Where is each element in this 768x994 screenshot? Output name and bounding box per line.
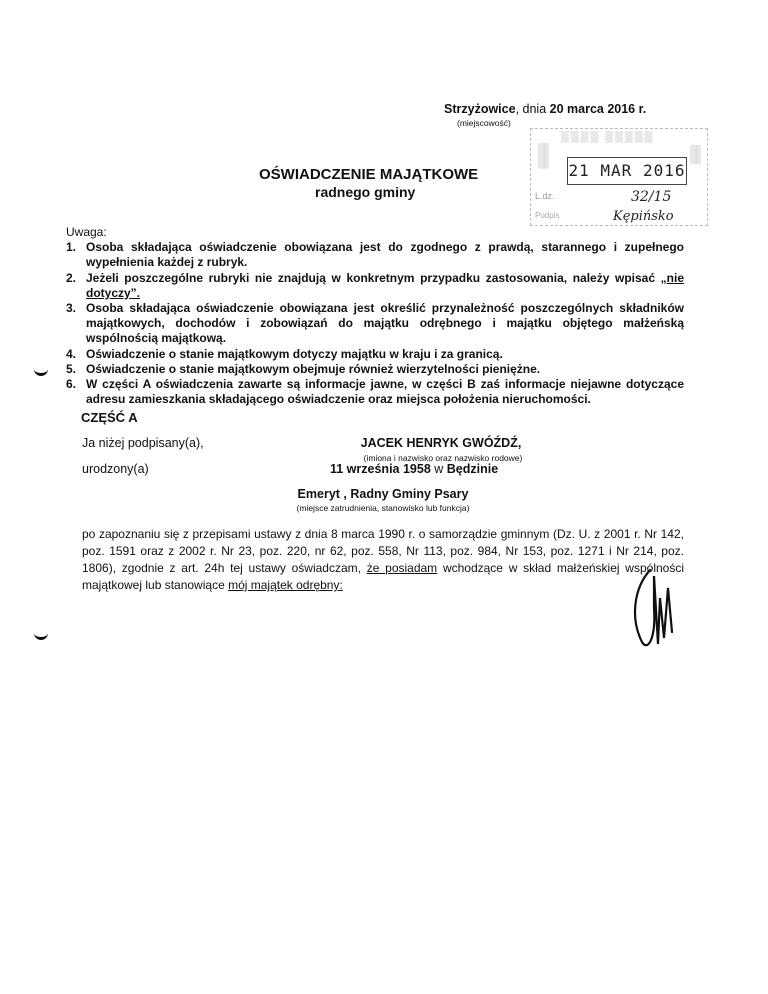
note-number: 3. (66, 301, 77, 316)
statement-text: po zapoznaniu się z przepisami ustawy z dnia 8 marca 1990 r. o samorządzie gminnym (Dz. U. z 2001 r. Nr 142, poz. 1591 oraz z 2002 r. Nr 23, poz. 220, nr 62, poz. 558, Nr 113, poz. 984, Nr 153, poz. 1271 i Nr 214, poz. 1806), zgodnie z art. 24h tej ustawy oświadczam, (82, 527, 684, 575)
note-number: 2. (66, 270, 77, 285)
document-date: 20 marca 2016 r. (549, 102, 647, 116)
stamp-number: 32/15 (631, 189, 672, 205)
registration-stamp (530, 128, 708, 226)
birth-date: 11 września 1958 (330, 462, 431, 476)
note-number: 6. (66, 377, 77, 392)
notes-list (66, 240, 684, 407)
place-caption: (miejscowość) (457, 118, 511, 128)
punch-mark-lower (34, 632, 48, 640)
name-caption: (imiona i nazwisko oraz nazwisko rodowe) (363, 453, 523, 463)
note-item (66, 377, 684, 407)
note-text: Osoba składająca oświadczenie obowiązana jest do zgodnego z prawdą, starannego i zupełnego wypełnienia każdej z rubryk. (86, 240, 684, 270)
stamp-date: 21 MAR 2016 (567, 157, 687, 185)
note-number: 1. (66, 240, 77, 255)
note-item (66, 301, 684, 347)
notes-section (66, 225, 684, 407)
place-name: Strzyżowice (444, 102, 516, 116)
note-underlined-text: „nie dotyczy”. (86, 270, 684, 300)
notes-heading: Uwaga: (66, 225, 107, 239)
birth-in: w (434, 462, 444, 476)
note-item (66, 240, 684, 270)
born-label: urodzony(a) (82, 462, 149, 476)
position-caption: (miejsce zatrudnienia, stanowisko lub funkcja) (296, 503, 470, 513)
stamp-header-text: ▒▒▒▒ ▒▒▒▒▒ (561, 131, 655, 143)
declarant-name: JACEK HENRYK GWÓŹDŹ, (360, 436, 522, 450)
note-text: Oświadczenie o stanie majątkowym dotyczy majątku w kraju i za granicą. (86, 346, 503, 361)
date-prefix: , dnia (515, 102, 547, 116)
signed-label: Ja niżej podpisany(a), (82, 436, 204, 450)
statement-underlined-2: mój majątek odrębny: (228, 578, 343, 592)
statement-underlined-1: że posiadam (366, 561, 438, 575)
stamp-dz-label: L.dz. (535, 191, 555, 201)
stamp-side-label-right: ▒▒▒ (691, 145, 701, 165)
document-subtitle: radnego gminy (315, 184, 416, 200)
document-title: OŚWIADCZENIE MAJĄTKOWE (259, 166, 479, 183)
note-item (66, 347, 684, 362)
birth-place: Będzinie (446, 462, 499, 476)
stamp-podpis-label: Podpis (535, 211, 560, 220)
stamp-signature: Kępińsko (613, 209, 674, 224)
statement-paragraph (82, 526, 684, 594)
part-a-heading: CZĘŚĆ A (81, 410, 138, 425)
note-text: Jeżeli poszczególne rubryki nie znajdują w konkretnym przypadku zastosowania, należy wpisać (86, 270, 656, 285)
place-date-line (444, 102, 646, 116)
note-number: 5. (66, 361, 77, 376)
stamp-side-label-left: ▒▒▒▒ (539, 143, 549, 169)
note-text: Oświadczenie o stanie majątkowym obejmuje również wierzytelności pieniężne. (86, 361, 541, 376)
birth-info (330, 462, 498, 476)
statement-text-2: wchodzące w skład małżeńskiej wspólności majątkowej lub stanowiące (82, 561, 684, 592)
handwritten-signature (628, 568, 678, 652)
note-number: 4. (66, 346, 77, 361)
note-text: Osoba składająca oświadczenie obowiązana jest określić przynależność poszczególnych składników majątkowych, dochodów i zobowiązań do majątku odrębnego i majątku objętego małżeńską wspólnością majątkową. (86, 301, 684, 346)
punch-mark-upper (34, 368, 48, 376)
note-text: W części A oświadczenia zawarte są informacje jawne, w części B zaś informacje niejawne dotyczące adresu zamieszkania składającego oświadczenie oraz miejsca położenia nieruchomości. (86, 377, 684, 407)
position: Emeryt , Radny Gminy Psary (297, 487, 469, 501)
note-item (66, 362, 684, 377)
note-item (66, 271, 684, 301)
